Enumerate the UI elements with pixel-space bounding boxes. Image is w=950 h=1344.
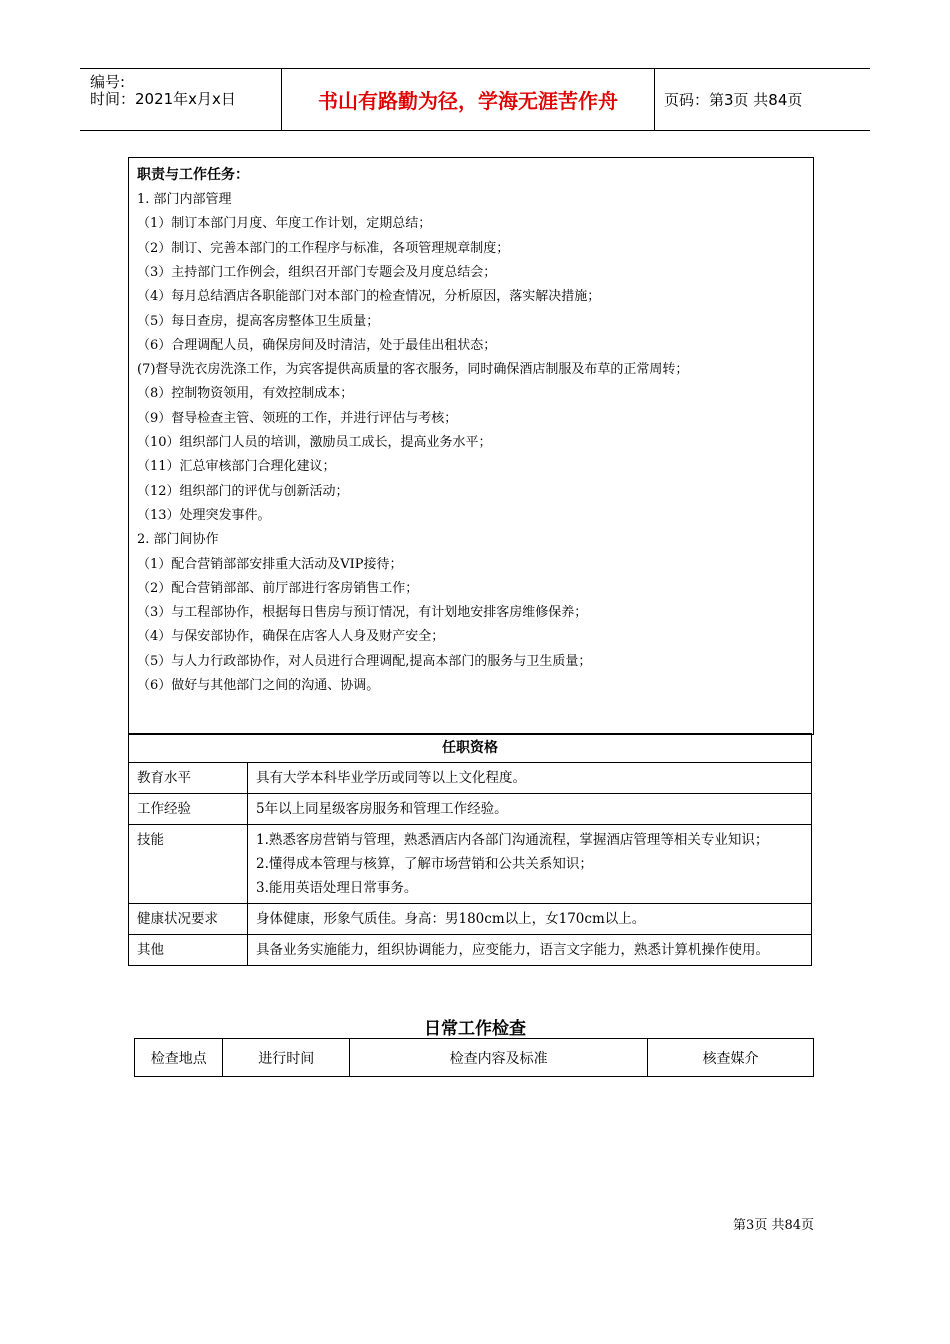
daily-check-column-header: 检查内容及标准 (350, 1039, 648, 1077)
daily-check-table (134, 1038, 814, 1077)
qualification-row (129, 904, 812, 935)
qualification-key: 教育水平 (129, 763, 248, 794)
duty-line: 2. 部门间协作 (137, 532, 219, 548)
daily-check-header-row (135, 1039, 814, 1077)
qualifications-heading: 任职资格 (129, 734, 812, 763)
qualification-value-line: 5年以上同星级客房服务和管理工作经验。 (256, 801, 508, 817)
time-label: 时间：2021年x月x日 (90, 90, 236, 108)
header-meta (80, 69, 280, 130)
duty-line: （1）制订本部门月度、年度工作计划，定期总结； (137, 216, 432, 232)
qualification-value-line: 2.懂得成本管理与核算，了解市场营销和公共关系知识； (256, 856, 593, 872)
duty-line: （12）组织部门的评优与创新活动； (137, 483, 349, 499)
duty-line: （13）处理突发事件。 (137, 507, 271, 523)
qualification-value-line: 身体健康，形象气质佳。身高：男180cm以上，女170cm以上。 (256, 911, 646, 927)
daily-check-column-header: 核查媒介 (648, 1039, 814, 1077)
duty-line: （3）与工程部协作，根据每日售房与预订情况，有计划地安排客房维修保养； (137, 605, 588, 621)
duty-line: （2）配合营销部部、前厅部进行客房销售工作； (137, 580, 419, 596)
daily-check-column-header: 检查地点 (135, 1039, 223, 1077)
qualification-value (248, 935, 812, 966)
qualification-key: 工作经验 (129, 794, 248, 825)
duty-line: （5）与人力行政部协作，对人员进行合理调配,提高本部门的服务与卫生质量； (137, 653, 592, 669)
duty-line: （2）制订、完善本部门的工作程序与标准，各项管理规章制度； (137, 240, 510, 256)
duty-line: （6）做好与其他部门之间的沟通、协调。 (137, 678, 380, 693)
duties-title: 职责与工作任务： (137, 167, 249, 183)
qualifications-table (128, 733, 812, 966)
duty-line: （9）督导检查主管、领班的工作，并进行评估与考核； (137, 410, 458, 426)
qualification-row (129, 825, 812, 904)
qualification-value-line: 1.熟悉客房营销与管理，熟悉酒店内各部门沟通流程，掌握酒店管理等相关专业知识； (256, 832, 769, 848)
daily-check-column-header: 进行时间 (223, 1039, 350, 1077)
duty-line: （5）每日查房，提高客房整体卫生质量； (137, 313, 380, 329)
qualification-key: 其他 (129, 935, 248, 966)
duty-line: （1）配合营销部部安排重大活动及VIP接待； (137, 556, 403, 572)
qualification-value-line: 3.能用英语处理日常事务。 (256, 880, 418, 896)
qualification-value-line: 具有大学本科毕业学历或同等以上文化程度。 (256, 770, 526, 786)
header-page-info: 页码：第3页 共84页 (664, 91, 803, 109)
qualification-value (248, 904, 812, 935)
qualification-key: 技能 (129, 825, 248, 904)
page-header (80, 68, 870, 131)
qualification-key: 健康状况要求 (129, 904, 248, 935)
duties-box (128, 157, 814, 735)
qualification-value (248, 825, 812, 904)
qualifications-heading-row (129, 734, 812, 763)
serial-label: 编号: (90, 73, 126, 91)
page-footer: 第3页 共84页 (733, 1218, 814, 1233)
duty-line: (7)督导洗衣房洗涤工作，为宾客提供高质量的客衣服务，同时确保酒店制服及布草的正常周转； (137, 362, 689, 378)
qualification-value-line: 具备业务实施能力，组织协调能力，应变能力，语言文字能力，熟悉计算机操作使用。 (256, 942, 769, 958)
qualification-row (129, 763, 812, 794)
duty-line: （3）主持部门工作例会，组织召开部门专题会及月度总结会； (137, 264, 497, 280)
duty-line: （4）每月总结酒店各职能部门对本部门的检查情况，分析原因，落实解决措施； (137, 289, 601, 305)
qualification-row (129, 794, 812, 825)
duty-line: （10）组织部门人员的培训，激励员工成长，提高业务水平； (137, 435, 492, 450)
qualification-row (129, 935, 812, 966)
duty-line: （6）合理调配人员，确保房间及时清洁，处于最佳出租状态； (137, 337, 497, 353)
qualification-value (248, 794, 812, 825)
duty-line: （4）与保安部协作，确保在店客人人身及财产安全； (137, 629, 445, 645)
duty-line: （11）汇总审核部门合理化建议； (137, 459, 336, 475)
daily-check-title: 日常工作检查 (424, 1019, 526, 1039)
qualification-value (248, 763, 812, 794)
duty-line: 1. 部门内部管理 (137, 192, 232, 207)
duty-line: （8）控制物资领用，有效控制成本； (137, 386, 354, 402)
header-motto: 书山有路勤为径，学海无涯苦作舟 (281, 69, 655, 130)
